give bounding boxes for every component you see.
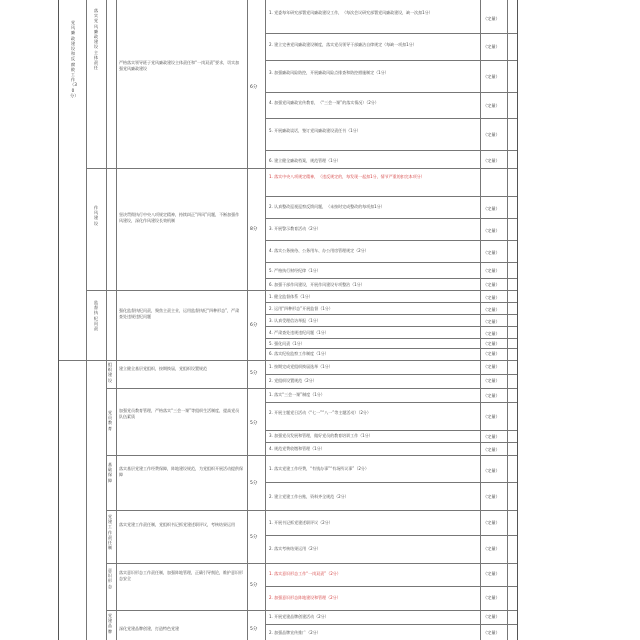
block-score: 5分 <box>250 421 258 426</box>
item: 2. 认真整改巡视巡察反馈问题，（未按时完成整改的每项扣1分） <box>269 204 385 209</box>
item: 3. 开展警示教育活动（2分） <box>269 226 321 231</box>
remark: （定量） <box>483 295 500 300</box>
block-title: 作风建设 <box>93 205 99 226</box>
block-title: 意识形态 <box>107 568 113 589</box>
score-table <box>58 0 518 640</box>
item: 1. 落实意识形态工作“一岗双责”（2分） <box>269 571 341 576</box>
block-desc: 强化监督执纪问责，聚焦主责主业，运用监督执纪“四种形态”，严肃查处违规违纪问题 <box>119 308 240 319</box>
block-score: 8分 <box>250 227 258 232</box>
remark: （定量） <box>483 351 500 356</box>
remark: （定量） <box>483 364 500 369</box>
block-title: 党建工作责任制 <box>107 514 113 551</box>
item: 1. 开展党建品牌创建活动（2分） <box>269 614 329 619</box>
remark: （定量） <box>483 393 500 398</box>
item: 6. 落实纪检监察工作制度（1分） <box>269 351 329 356</box>
block-score: 6分 <box>250 85 258 90</box>
item: 3. 认真受理信访举报（1分） <box>269 318 321 323</box>
item: 2. 运用“四种形态”开展监督（1分） <box>269 306 333 311</box>
item: 4. 规范党费收缴和管理（1分） <box>269 446 325 451</box>
col-divider <box>116 0 117 640</box>
remark: （定量） <box>483 468 500 473</box>
item: 3. 加强党员发展和管理，做好党员的教育培训工作（1分） <box>269 433 373 438</box>
item: 2. 开展主题党日活动（“七一”“八一”等主题活动）（2分） <box>269 410 371 415</box>
remark: （定量） <box>483 206 500 211</box>
remark: （定量） <box>483 132 500 137</box>
item: 1. 落实中央八项规定精神，（违反规定的，每发现一起扣1分，情节严重的扣完本项分） <box>269 174 425 179</box>
section1-label: 党风廉政建设和反腐败工作（30分） <box>70 20 79 98</box>
remark: （定量） <box>483 282 500 287</box>
block-title: 监督执纪问责 <box>93 300 99 332</box>
item: 5. 开展廉政谈话，签订党风廉政建设责任书（1分） <box>269 128 361 133</box>
remark: （定量） <box>483 250 500 255</box>
remark: （定量） <box>483 447 500 452</box>
remark: （定量） <box>483 228 500 233</box>
remark: （定量） <box>483 341 500 346</box>
item: 1. 健全监督体系（1分） <box>269 294 313 299</box>
block-desc: 严格落实领导班子党风廉政建设主体责任和“一岗双责”要求，切实加强党风廉政建设 <box>119 60 240 71</box>
item: 1. 按期完成党组织换届选举（1分） <box>269 364 333 369</box>
remark: （定量） <box>483 158 500 163</box>
item: 2. 加强品牌宣传推广（2分） <box>269 630 321 635</box>
remark: （定量） <box>483 16 500 21</box>
block-score: 5分 <box>250 535 258 540</box>
remark: （定量） <box>483 434 500 439</box>
item: 2. 建立完善党风廉政建设制度，落实党员领导干部廉洁自律规定（每缺一项扣1分） <box>269 42 417 47</box>
remark: （定量） <box>483 44 500 49</box>
col-divider <box>86 0 87 640</box>
remark: （定量） <box>483 571 500 576</box>
item: 1. 落实“三会一课”制度（1分） <box>269 392 325 397</box>
remark: （定量） <box>483 378 500 383</box>
item: 1. 开展书记抓党建述职评议（2分） <box>269 520 333 525</box>
block-title: 基础保障 <box>107 462 113 483</box>
block-desc: 坚决贯彻执行中央八项规定精神，持续纠正“四风”问题，不断加强作风建设，深化作风建设长效机制 <box>119 212 240 223</box>
block-title: 党员教育 <box>107 410 113 431</box>
item: 2. 加强意识形态阵地建设和管理（2分） <box>269 595 341 600</box>
remark: （定量） <box>483 494 500 499</box>
block-desc: 建立健全基层党组织，按期换届，党组织设置规范 <box>119 366 207 371</box>
remark: （定量） <box>483 595 500 600</box>
block-title: 党建品牌 <box>107 613 113 634</box>
block-score: 5分 <box>250 371 258 376</box>
item: 6. 建立健全廉政档案，规范管理（1分） <box>269 158 341 163</box>
item: 2. 党组织设置规范（2分） <box>269 378 317 383</box>
block-score: 6分 <box>250 323 258 328</box>
remark: （定量） <box>483 268 500 273</box>
item: 4. 落实公务接待、公务用车、办公用房管理规定（2分） <box>269 248 369 253</box>
block-title: 落实党风廉政建设主体责任 <box>93 8 99 71</box>
remark: （定量） <box>483 103 500 108</box>
col-divider <box>265 0 266 640</box>
block-desc: 落实基层党建工作经费保障，阵地建设规范，为党组织开展活动提供保障 <box>119 466 243 477</box>
item: 4. 加强党风廉政宣传教育，（“三会一课”的落实情况）（2分） <box>269 100 379 105</box>
remark: （定量） <box>483 520 500 525</box>
item: 2. 落实考核结果运用（2分） <box>269 546 321 551</box>
item: 1. 落实党建工作经费，“有钱办事”“有场所议事”（2分） <box>269 466 369 471</box>
block-score: 5分 <box>250 583 258 588</box>
col-divider <box>480 0 481 640</box>
block-desc: 落实党建工作责任制，党组织书记抓党建述职评议，考核结果运用 <box>119 522 235 527</box>
block-score: 5分 <box>250 481 258 486</box>
item: 4. 严肃查处违规违纪问题（1分） <box>269 330 329 335</box>
block-desc: 加强党员教育管理，严格落实“三会一课”等组织生活制度，提高党员队伍素质 <box>119 408 240 419</box>
item: 6. 加强干部作风建设，开展作风建设专项整治（1分） <box>269 282 365 287</box>
block-desc: 落实意识形态工作责任制，加强阵地管理，正确引导舆论，维护意识形态安全 <box>119 570 243 581</box>
remark: （定量） <box>483 630 500 635</box>
col-divider <box>507 0 508 640</box>
item: 5. 强化问责（1分） <box>269 341 305 346</box>
block-desc: 深化党建品牌创建，打造特色党建 <box>119 626 179 631</box>
item: 5. 严格执行财经纪律（1分） <box>269 268 321 273</box>
remark: （定量） <box>483 319 500 324</box>
remark: （定量） <box>483 307 500 312</box>
item: 1. 党委每年研究部署党风廉政建设工作，（每次会议研究部署党风廉政建设，缺一次扣1分） <box>269 10 433 15</box>
item: 3. 加强廉政风险防控，开展廉政风险点排查和防控措施制定（1分） <box>269 70 389 75</box>
block-score: 5分 <box>250 627 258 632</box>
block-title: 组织建设 <box>107 362 113 383</box>
item: 2. 建立党建工作台账，资料齐全规范（2分） <box>269 494 349 499</box>
remark: （定量） <box>483 331 500 336</box>
remark: （定量） <box>483 546 500 551</box>
remark: （定量） <box>483 74 500 79</box>
remark: （定量） <box>483 414 500 419</box>
col-divider <box>247 0 248 640</box>
remark: （定量） <box>483 614 500 619</box>
